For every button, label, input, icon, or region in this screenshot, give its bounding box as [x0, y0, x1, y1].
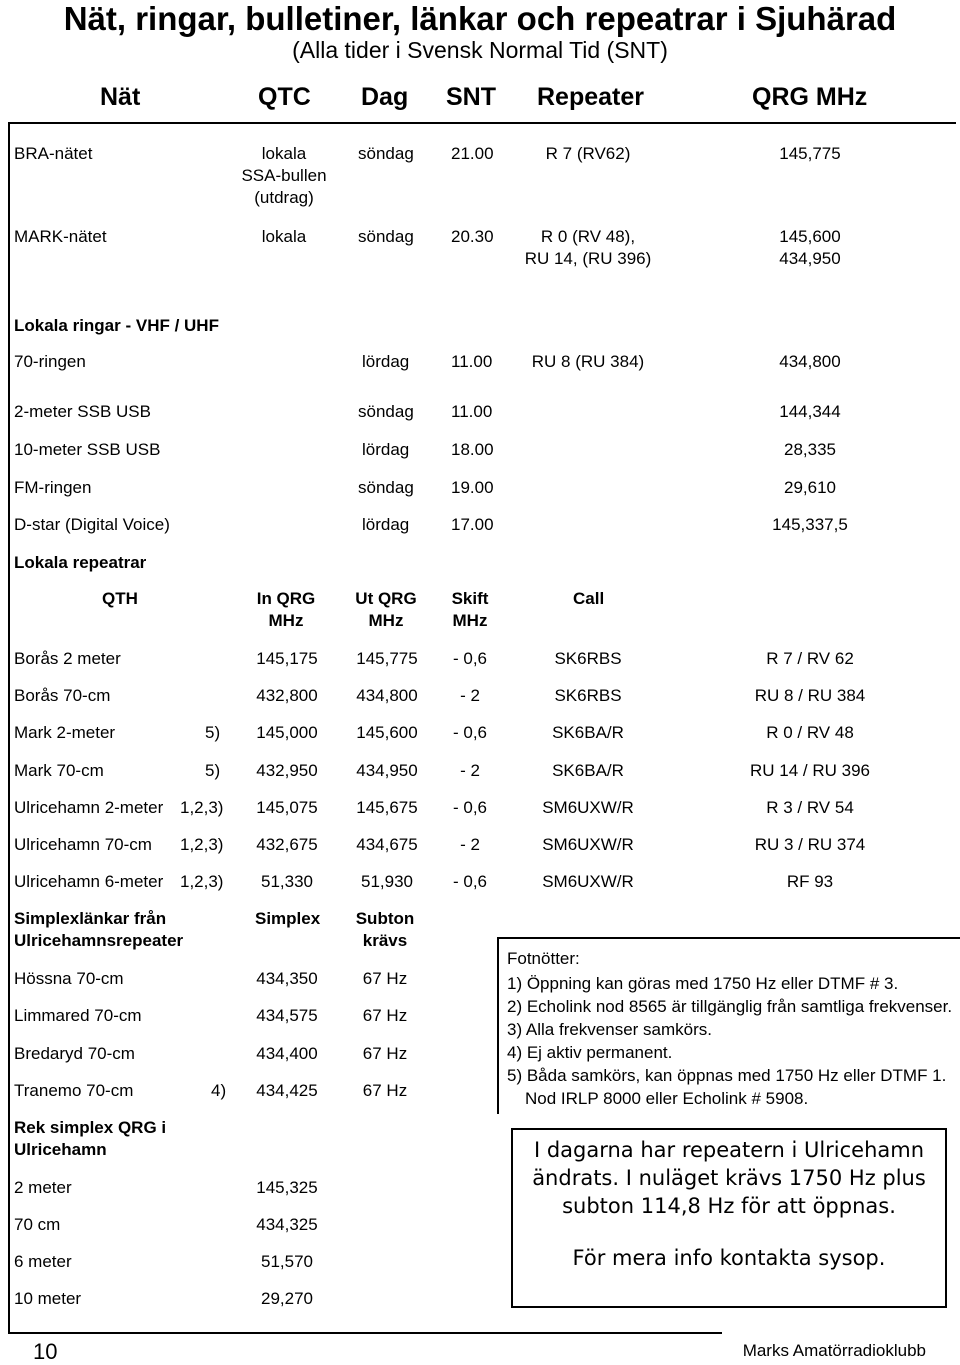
repeater-channel: RU 8 / RU 384	[754, 686, 866, 705]
link-tone: 67 Hz	[362, 969, 408, 988]
simplex-band: 6 meter	[14, 1252, 72, 1271]
ring-name: 70-ringen	[14, 352, 86, 371]
col-header-nat: Nät	[100, 83, 141, 111]
col-header-out-qrg: Ut QRG MHz	[355, 589, 417, 630]
repeater-shift: - 0,6	[452, 649, 488, 668]
ring-day: söndag	[358, 402, 414, 421]
repeater-qth: Ulricehamn 2-meter	[14, 798, 164, 817]
notice-contact: För mera info kontakta sysop.	[572, 1246, 886, 1270]
net-repeater: R 7 (RV62)	[545, 144, 631, 163]
repeater-out: 434,800	[356, 686, 418, 705]
simplex-freq: 29,270	[261, 1289, 313, 1308]
net-name: MARK-nätet	[14, 227, 107, 246]
header-rule	[8, 122, 956, 124]
net-day: söndag	[358, 144, 414, 163]
net-qrg: 145,775	[779, 144, 841, 163]
simplex-freq: 145,325	[256, 1178, 318, 1197]
ring-day: söndag	[358, 478, 414, 497]
footnote-item: 4) Ej aktiv permanent.	[507, 1043, 673, 1062]
page-number: 10	[33, 1339, 58, 1364]
footer-rule	[8, 1332, 722, 1334]
repeater-out: 51,930	[361, 872, 413, 891]
repeater-call: SK6RBS	[554, 686, 622, 705]
repeater-call: SK6BA/R	[552, 723, 624, 742]
col-header-simplex: Simplex	[255, 909, 321, 928]
ring-day: lördag	[362, 515, 410, 534]
link-name: Limmared 70-cm	[14, 1006, 142, 1025]
link-freq: 434,425	[256, 1081, 318, 1100]
ring-snt: 11.00	[451, 402, 493, 421]
link-name: Tranemo 70-cm	[14, 1081, 134, 1100]
simplex-freq: 51,570	[261, 1252, 313, 1271]
ring-qrg: 434,800	[779, 352, 841, 371]
footnotes-box	[497, 937, 960, 1114]
footnote-item: Nod IRLP 8000 eller Echolink # 5908.	[525, 1089, 809, 1108]
ring-day: lördag	[362, 352, 410, 371]
ring-name: 10-meter SSB USB	[14, 440, 161, 459]
ring-qrg: 29,610	[784, 478, 836, 497]
notice-box	[511, 1128, 947, 1308]
repeater-out: 145,775	[356, 649, 418, 668]
repeater-qth: Borås 70-cm	[14, 686, 111, 705]
footnotes-heading: Fotnötter:	[507, 949, 580, 968]
link-note: 4)	[211, 1081, 227, 1100]
notice-line: ändrats. I nuläget krävs 1750 Hz plus	[532, 1166, 926, 1190]
footnote-item: 5) Båda samkörs, kan öppnas med 1750 Hz eller DTMF 1.	[507, 1066, 947, 1085]
simplex-band: 2 meter	[14, 1178, 72, 1197]
net-qtc: lokala SSA-bullen (utdrag)	[241, 144, 327, 207]
ring-snt: 17.00	[451, 515, 494, 534]
link-freq: 434,575	[256, 1006, 318, 1025]
repeater-channel: R 3 / RV 54	[766, 798, 854, 817]
link-tone: 67 Hz	[362, 1081, 408, 1100]
ring-name: D-star (Digital Voice)	[14, 515, 170, 534]
repeater-in: 432,675	[256, 835, 318, 854]
ring-qrg: 145,337,5	[772, 515, 848, 534]
col-header-in-qrg: In QRG MHz	[256, 589, 316, 630]
repeater-channel: R 0 / RV 48	[766, 723, 854, 742]
simplex-links-heading: Simplexlänkar från Ulricehamnsrepeater	[14, 909, 184, 950]
repeater-channel: RU 3 / RU 374	[754, 835, 866, 854]
repeater-call: SM6UXW/R	[542, 798, 634, 817]
repeater-note: 5)	[205, 761, 221, 780]
repeater-channel: RU 14 / RU 396	[750, 761, 870, 780]
link-freq: 434,350	[256, 969, 318, 988]
repeater-shift: - 2	[460, 761, 480, 780]
page-subtitle: (Alla tider i Svensk Normal Tid (SNT)	[292, 37, 668, 63]
footnote-item: 3) Alla frekvenser samkörs.	[507, 1020, 713, 1039]
repeater-qth: Borås 2 meter	[14, 649, 121, 668]
repeater-out: 434,950	[356, 761, 418, 780]
repeater-in: 432,800	[256, 686, 318, 705]
col-header-repeater: Repeater	[537, 83, 644, 111]
repeater-qth: Mark 70-cm	[14, 761, 104, 780]
ring-day: lördag	[362, 440, 410, 459]
net-snt: 20.30	[451, 227, 494, 246]
left-rule	[8, 122, 10, 1334]
ring-qrg: 28,335	[784, 440, 836, 459]
repeater-shift: - 0,6	[452, 798, 488, 817]
local-rings-heading: Lokala ringar - VHF / UHF	[14, 316, 219, 335]
net-repeater: R 0 (RV 48), RU 14, (RU 396)	[524, 227, 652, 268]
link-name: Bredaryd 70-cm	[14, 1044, 135, 1063]
repeater-shift: - 2	[460, 686, 480, 705]
repeater-in: 432,950	[256, 761, 318, 780]
link-freq: 434,400	[256, 1044, 318, 1063]
repeater-call: SM6UXW/R	[542, 835, 634, 854]
simplex-qrg-heading: Rek simplex QRG i Ulricehamn	[14, 1118, 167, 1159]
repeater-qth: Ulricehamn 70-cm	[14, 835, 152, 854]
col-header-dag: Dag	[361, 83, 409, 111]
ring-snt: 18.00	[451, 440, 494, 459]
net-name: BRA-nätet	[14, 144, 93, 163]
ring-repeater: RU 8 (RU 384)	[531, 352, 645, 371]
simplex-freq: 434,325	[256, 1215, 318, 1234]
repeater-in: 145,175	[256, 649, 318, 668]
net-snt: 21.00	[451, 144, 494, 163]
repeater-in: 145,000	[256, 723, 318, 742]
repeater-out: 145,675	[356, 798, 418, 817]
repeater-in: 51,330	[261, 872, 313, 891]
link-name: Hössna 70-cm	[14, 969, 124, 988]
repeaters-heading: Lokala repeatrar	[14, 553, 147, 572]
repeater-shift: - 0,6	[452, 723, 488, 742]
repeater-note: 1,2,3)	[180, 872, 224, 891]
repeater-note: 1,2,3)	[180, 835, 224, 854]
ring-name: 2-meter SSB USB	[14, 402, 151, 421]
col-header-snt: SNT	[446, 83, 496, 111]
net-qrg: 145,600 434,950	[779, 227, 841, 268]
ring-qrg: 144,344	[779, 402, 841, 421]
repeater-call: SK6BA/R	[552, 761, 624, 780]
repeater-shift: - 2	[460, 835, 480, 854]
col-header-shift: Skift MHz	[451, 589, 489, 630]
page-title: Nät, ringar, bulletiner, länkar och repeatrar i Sjuhärad	[63, 0, 897, 37]
footnote-item: 2) Echolink nod 8565 är tillgänglig från samtliga frekvenser.	[507, 997, 953, 1016]
link-tone: 67 Hz	[362, 1006, 408, 1025]
club-name: Marks Amatörradioklubb	[742, 1341, 926, 1360]
col-header-qth: QTH	[102, 589, 138, 608]
repeater-shift: - 0,6	[452, 872, 488, 891]
col-header-qtc: QTC	[258, 83, 311, 111]
net-qtc: lokala	[261, 227, 307, 246]
link-tone: 67 Hz	[362, 1044, 408, 1063]
simplex-band: 10 meter	[14, 1289, 82, 1308]
repeater-channel: R 7 / RV 62	[766, 649, 854, 668]
repeater-in: 145,075	[256, 798, 318, 817]
repeater-out: 145,600	[356, 723, 418, 742]
notice-line: I dagarna har repeatern i Ulricehamn	[533, 1138, 925, 1162]
footnote-item: 1) Öppning kan göras med 1750 Hz eller DTMF # 3.	[507, 974, 899, 993]
col-header-subtone: Subton krävs	[355, 909, 415, 950]
simplex-band: 70 cm	[14, 1215, 61, 1234]
repeater-qth: Mark 2-meter	[14, 723, 116, 742]
ring-snt: 11.00	[451, 352, 493, 371]
notice-line: subton 114,8 Hz för att öppnas.	[562, 1194, 896, 1218]
repeater-call: SK6RBS	[554, 649, 622, 668]
repeater-note: 1,2,3)	[180, 798, 224, 817]
ring-name: FM-ringen	[14, 478, 92, 497]
repeater-note: 5)	[205, 723, 221, 742]
repeater-qth: Ulricehamn 6-meter	[14, 872, 164, 891]
col-header-qrg: QRG MHz	[752, 83, 868, 111]
net-day: söndag	[358, 227, 414, 246]
repeater-channel: RF 93	[786, 872, 834, 891]
repeater-out: 434,675	[356, 835, 418, 854]
repeater-call: SM6UXW/R	[542, 872, 634, 891]
col-header-call: Call	[573, 589, 605, 608]
ring-snt: 19.00	[451, 478, 494, 497]
